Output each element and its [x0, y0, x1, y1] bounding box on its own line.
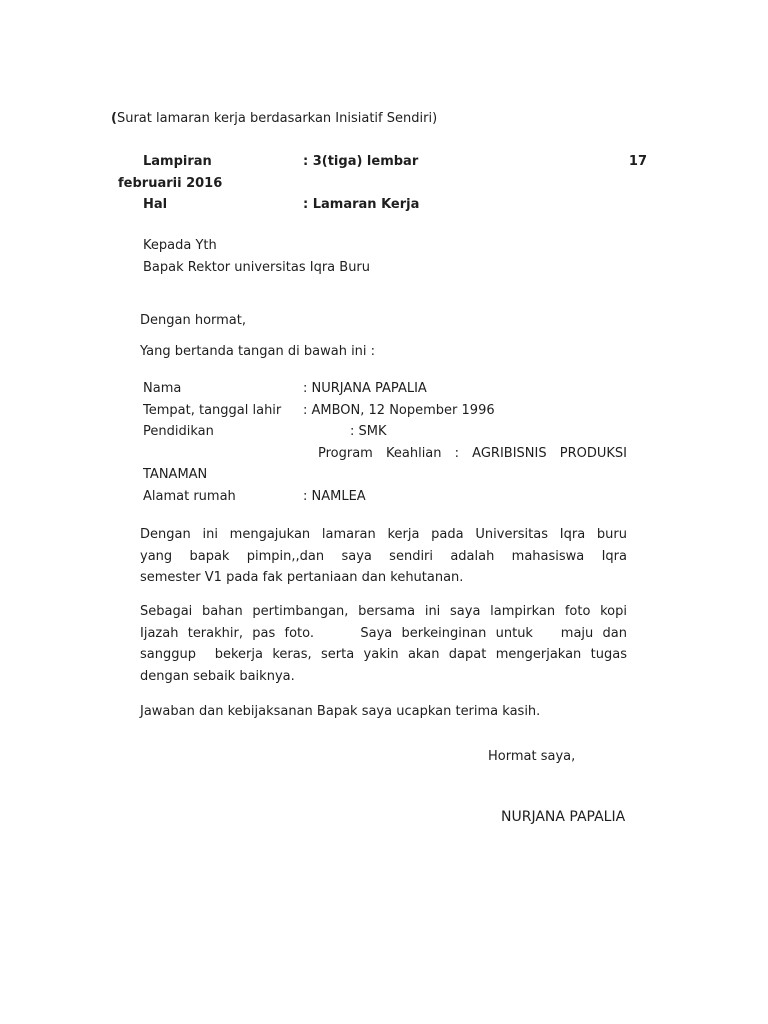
recipient-line-2: Bapak Rektor universitas Iqra Buru — [143, 259, 371, 275]
recipient-block — [143, 235, 370, 278]
date-day: 17 — [628, 154, 647, 169]
hal-row — [118, 194, 647, 216]
paragraph-1-line-1: Dengan ini mengajukan lamaran kerja pada Universitas Iqra buru — [140, 527, 627, 542]
signature-name: NURJANA PAPALIA — [501, 809, 626, 825]
detail-row-ttl — [143, 400, 627, 422]
pendidikan-label: Pendidikan — [143, 424, 214, 439]
body-paragraph-3: Jawaban dan kebijaksanan Bapak saya ucapkan terima kasih. — [140, 704, 541, 719]
paragraph-1-line-3: semester V1 pada fak pertaniaan dan kehutanan. — [140, 570, 464, 585]
ttl-value: : AMBON, 12 Nopember 1996 — [303, 402, 495, 418]
letter-title-text: Surat lamaran kerja berdasarkan Inisiatif Sendiri) — [116, 111, 438, 126]
nama-label: Nama — [143, 381, 182, 396]
body-paragraph-1 — [140, 524, 627, 589]
paragraph-2-line-1: Sebagai bahan pertimbangan, bersama ini saya lampirkan foto kopi — [140, 604, 627, 619]
ttl-label: Tempat, tanggal lahir — [143, 402, 282, 418]
alamat-value: : NAMLEA — [303, 488, 366, 504]
letter-title-bold-paren: ( — [111, 111, 117, 126]
program-wrap-line: TANAMAN — [143, 467, 208, 482]
lampiran-label: Lampiran — [143, 154, 212, 169]
nama-value: : NURJANA PAPALIA — [303, 381, 427, 396]
hal-value: : Lamaran Kerja — [303, 197, 420, 212]
lampiran-row — [118, 151, 647, 173]
paragraph-1-line-2: yang bapak pimpin,,dan saya sendiri adalah mahasiswa Iqra — [140, 548, 627, 564]
detail-row-nama — [143, 378, 627, 400]
program-keahlian-line: Program Keahlian : AGRIBISNIS PRODUKSI — [318, 445, 627, 461]
detail-row-alamat — [143, 486, 627, 508]
paragraph-2-line-2: Ijazah terakhir, pas foto. Saya berkeinginan untuk maju dan — [140, 625, 627, 641]
salutation-line: Dengan hormat, — [140, 313, 247, 328]
lampiran-value: : 3(tiga) lembar — [303, 154, 419, 169]
paragraph-2-line-4: dengan sebaik baiknya. — [140, 668, 295, 684]
body-paragraph-2 — [140, 601, 627, 687]
hal-label: Hal — [143, 197, 168, 212]
alamat-label: Alamat rumah — [143, 488, 236, 504]
opening-line: Yang bertanda tangan di bawah ini : — [140, 344, 376, 359]
regards-line: Hormat saya, — [488, 749, 576, 764]
date-wrap-line: februarii 2016 — [118, 175, 223, 191]
detail-row-pendidikan — [143, 421, 627, 443]
recipient-line-1: Kepada Yth — [143, 238, 217, 253]
letter-title — [111, 108, 437, 130]
paragraph-2-line-3: sanggup bekerja keras, serta yakin akan dapat mengerjakan tugas — [140, 647, 627, 662]
details-block — [143, 378, 627, 507]
header-block — [118, 151, 647, 216]
pendidikan-value: : SMK — [350, 424, 387, 439]
